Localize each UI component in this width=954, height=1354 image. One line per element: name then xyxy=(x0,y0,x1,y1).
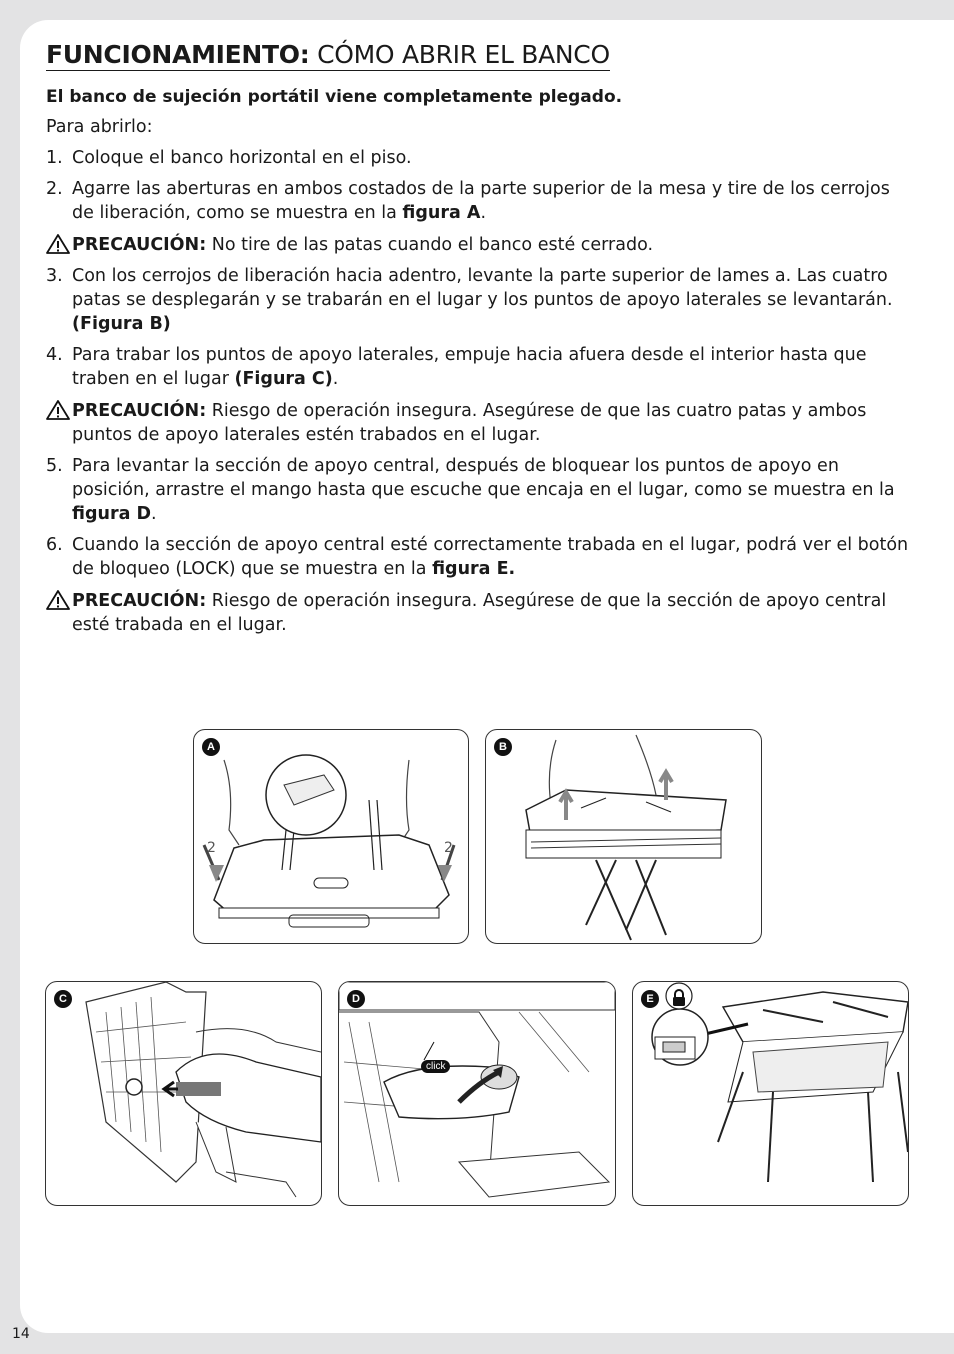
caution-2: PRECAUCIÓN: Riesgo de operación insegura. Asegúrese de que las cuatro patas y ambos puntos de apoyo laterales estén trabados en el lugar. xyxy=(46,399,916,447)
page-title: FUNCIONAMIENTO: CÓMO ABRIR EL BANCO xyxy=(46,40,610,69)
step-2: 2. Agarre las aberturas en ambos costados de la parte superior de la mesa y tire de los cerrojos de liberación, como se muestra en la figura A. xyxy=(46,179,890,223)
arrow-label-left: 2 xyxy=(207,840,216,856)
page-number: 14 xyxy=(12,1326,30,1342)
warning-icon xyxy=(46,234,70,254)
click-label: click xyxy=(421,1060,450,1073)
figure-badge: D xyxy=(347,990,365,1008)
side-support-lock-illustration xyxy=(46,982,321,1205)
step-3: 3. Con los cerrojos de liberación hacia adentro, levante la parte superior de lames a. Las cuatro patas se desplegarán y se trabarán en el lugar y los puntos de apoyo laterales se levantarán. (Figura B) xyxy=(46,266,893,334)
figure-e xyxy=(632,981,909,1206)
figure-badge: C xyxy=(54,990,72,1008)
figure-a xyxy=(193,729,469,944)
figure-b xyxy=(485,729,762,944)
caution-1: PRECAUCIÓN: No tire de las patas cuando el banco esté cerrado. xyxy=(46,233,916,257)
instructions-section xyxy=(46,40,916,637)
step-5: 5. Para levantar la sección de apoyo central, después de bloquear los puntos de apoyo en posición, arrastre el mango hasta que escuche que encaja en el lugar, como se muestra en la figura D. xyxy=(46,456,895,524)
figure-badge: B xyxy=(494,738,512,756)
figure-d xyxy=(338,981,616,1206)
bench-lifting-illustration xyxy=(486,730,761,943)
caution-3: PRECAUCIÓN: Riesgo de operación insegura. Asegúrese de que la sección de apoyo central esté trabada en el lugar. xyxy=(46,589,916,637)
arrow-label-right: 2 xyxy=(444,840,453,856)
lead-text: Para abrirlo: xyxy=(46,117,153,137)
step-1: 1. Coloque el banco horizontal en el piso. xyxy=(46,148,412,168)
figure-badge: A xyxy=(202,738,220,756)
warning-icon xyxy=(46,590,70,610)
lock-button-illustration xyxy=(633,982,908,1205)
warning-icon xyxy=(46,400,70,420)
bench-release-latch-illustration xyxy=(194,730,468,943)
step-6: 6. Cuando la sección de apoyo central esté correctamente trabada en el lugar, podrá ver el botón de bloqueo (LOCK) que se muestra en la figura E. xyxy=(46,535,909,579)
step-4: 4. Para trabar los puntos de apoyo laterales, empuje hacia afuera desde el interior hasta que traben en el lugar (Figura C). xyxy=(46,345,867,389)
figure-c xyxy=(45,981,322,1206)
figure-badge: E xyxy=(641,990,659,1008)
intro-text: El banco de sujeción portátil viene completamente plegado. xyxy=(46,87,623,107)
center-support-handle-illustration xyxy=(339,982,615,1205)
lock-icon xyxy=(672,989,686,1007)
